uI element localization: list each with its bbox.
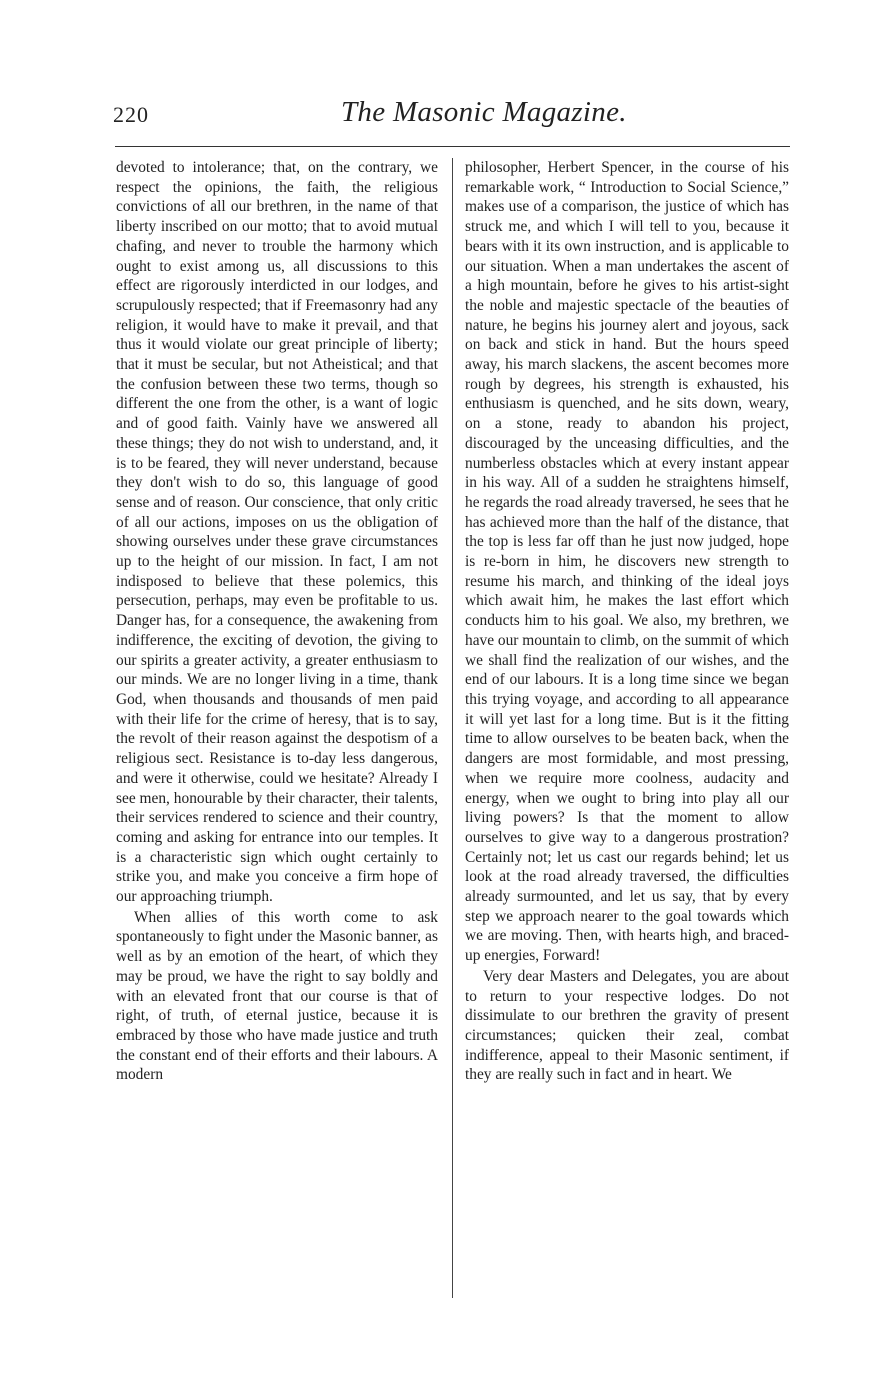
right-paragraph-2: Very dear Masters and Delegates, you are about to return to your respective lodges. Do not dissimulate to our brethren the gravity of present circumstances; quicken their zeal, combat indifference, appeal to their Masonic sentiment, if they are really such in fact and in heart. We — [465, 967, 789, 1084]
page-number: 220 — [113, 102, 149, 127]
left-paragraph-2: When allies of this worth come to ask spontaneously to fight under the Masonic banner, as well as by an emotion of the heart, of which they may be proud, we have the right to say boldly and with an elevated front that our course is that of right, of truth, of eternal justice, because it is embraced by those who have made justice and truth the constant end of their efforts and their labours. A modern — [116, 908, 438, 1084]
left-paragraph-1: devoted to intolerance; that, on the contrary, we respect the opinions, the faith, the religious convictions of all our brethren, in the name of that liberty inscribed on our motto; that to avoid mutual chafing, and never to trouble the harmony which ought to exist among us, all discussions to this effect are rigorously interdicted in our lodges, and scrupulously respected; that if Freemasonry had any religion, it would have to make it prevail, and that thus it would violate our great principle of liberty; that it must be secular, but not Atheistical; and that the confusion between these two terms, though so different the one from the other, is a want of logic and of good faith. Vainly have we answered all these things; they do not wish to understand, and, it is to be feared, they will never understand, because they don't wish to do so, this language of good sense and of reason. Our conscience, that only critic of all our actions, imposes on us the obligation of showing ourselves under these grave circumstances up to the height of our mission. In fact, I am not indisposed to believe that these polemics, this persecution, perhaps, may even be profitable to us. Danger has, for a consequence, the awakening from indifference, the exciting of devotion, the giving to our spirits a greater activity, a greater enthusiasm to our minds. We are no longer living in a time, thank God, when thousands and thousands of men paid with their life for the crime of heresy, that is to say, the revolt of their reason against the despotism of a religious sect. Resistance is to-day less dangerous, and were it otherwise, could we hesitate? Already I see men, honourable by their character, their talents, their services rendered to science and their country, coming and asking for entrance into our temples. It is a characteristic sign which ought certainly to strike you, and make you conceive a firm hope of our approaching triumph. — [116, 159, 438, 906]
left-column — [116, 158, 438, 1085]
right-paragraph-1: philosopher, Herbert Spencer, in the course of his remarkable work, “ Introduction to Social Science,” makes use of a comparison, the justice of which has struck me, and which I will tell to you, because it bears with it its own instruction, and is applicable to our situation. When a man undertakes the ascent of a high mountain, before he gives to his artist-sight the noble and majestic spectacle of the beauties of nature, he begins his journey alert and joyous, sack on back and stick in hand. But the hours speed away, his march slackens, the ascent becomes more rough by degrees, his strength is exhausted, his enthusiasm is quenched, and he sits down, weary, on a stone, ready to abandon his project, discouraged by the unceasing difficulties, and the numberless obstacles which at every instant appear in his way. All of a sudden he straightens himself, he regards the road already traversed, he sees that he has achieved more than the half of the distance, that the top is less far off than he just now judged, hope is re-born in him, he discovers new strength to resume his march, and thinking of the ideal joys which await him, he makes the last effort which conducts him to his goal. We also, my brethren, we have our mountain to climb, on the summit of which we shall find the realization of our wishes, and the end of our labours. It is a long time since we began this trying voyage, and according to all appearance it will yet last for a long time. But is it the fitting time to allow ourselves to be beaten back, when the dangers are most formidable, and most pressing, when we require more coolness, audacity and energy, when we ought to bring into play all our living powers? Is that the moment to allow ourselves to give way to a dangerous prostration? Certainly not; let us cast our regards behind; let us look at the road already traversed, the difficulties already surmounted, and let us say, that by every step we approach nearer to the goal towards which we are moving. Then, with hearts high, and braced-up energies, Forward! — [465, 159, 790, 965]
header-rule — [115, 146, 790, 147]
page-header — [113, 92, 789, 132]
running-title: The Masonic Magazine. — [341, 96, 627, 128]
column-divider — [452, 158, 453, 1298]
right-column — [465, 158, 789, 1085]
